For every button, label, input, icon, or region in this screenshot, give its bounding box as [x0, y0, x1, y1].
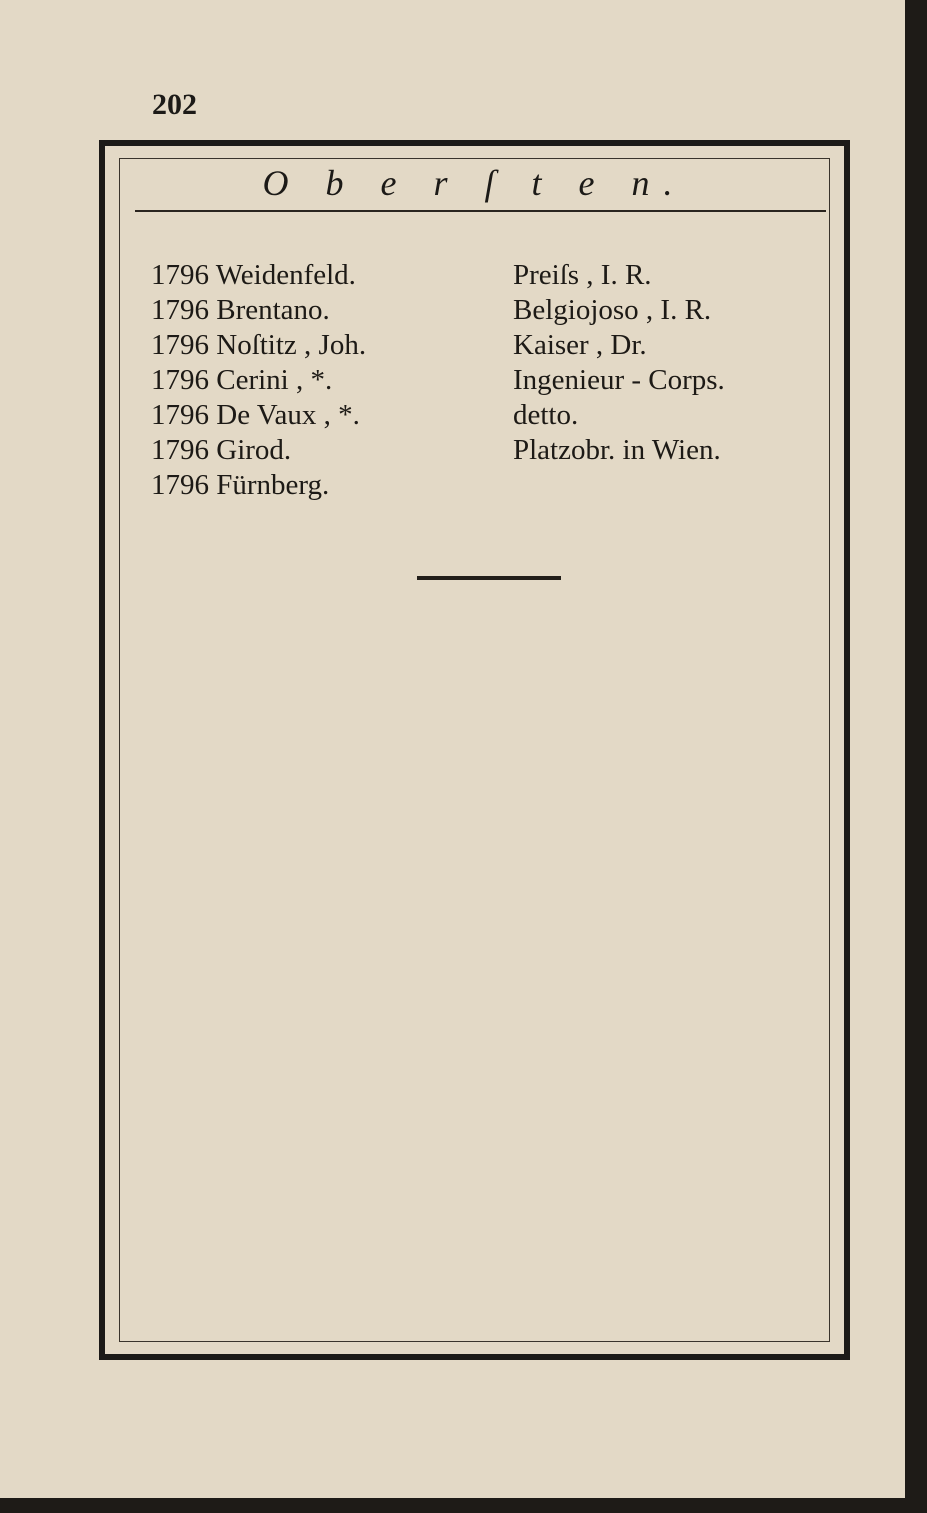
officer-note: Belgiojoso , I. R.	[513, 294, 712, 326]
list-item	[151, 468, 801, 503]
officer-entry: 1796 Weidenfeld.	[151, 259, 356, 291]
section-title: O b e r ſ t e n.	[262, 163, 687, 203]
list-item	[151, 328, 801, 363]
list-item	[151, 398, 801, 433]
list-item	[151, 363, 801, 398]
list-item	[151, 293, 801, 328]
officer-entry: 1796 Fürnberg.	[151, 469, 330, 501]
officer-note: detto.	[513, 399, 579, 431]
section-end-rule	[417, 576, 561, 580]
officer-note: Kaiser , Dr.	[513, 329, 647, 361]
officer-entry: 1796 Cerini , *.	[151, 364, 333, 396]
list-item	[151, 433, 801, 468]
officer-entry: 1796 Girod.	[151, 434, 292, 466]
page-number: 202	[152, 88, 197, 121]
officer-note: Platzobr. in Wien.	[513, 434, 721, 466]
page-frame	[99, 140, 850, 1360]
officer-list	[151, 258, 801, 503]
officer-entry: 1796 Brentano.	[151, 294, 330, 326]
title-rule	[135, 210, 826, 212]
list-item	[151, 258, 801, 293]
officer-note: Preiſs , I. R.	[513, 259, 652, 291]
officer-note: Ingenieur - Corps.	[513, 364, 725, 396]
officer-entry: 1796 Noſtitz , Joh.	[151, 329, 367, 361]
officer-entry: 1796 De Vaux , *.	[151, 399, 360, 431]
